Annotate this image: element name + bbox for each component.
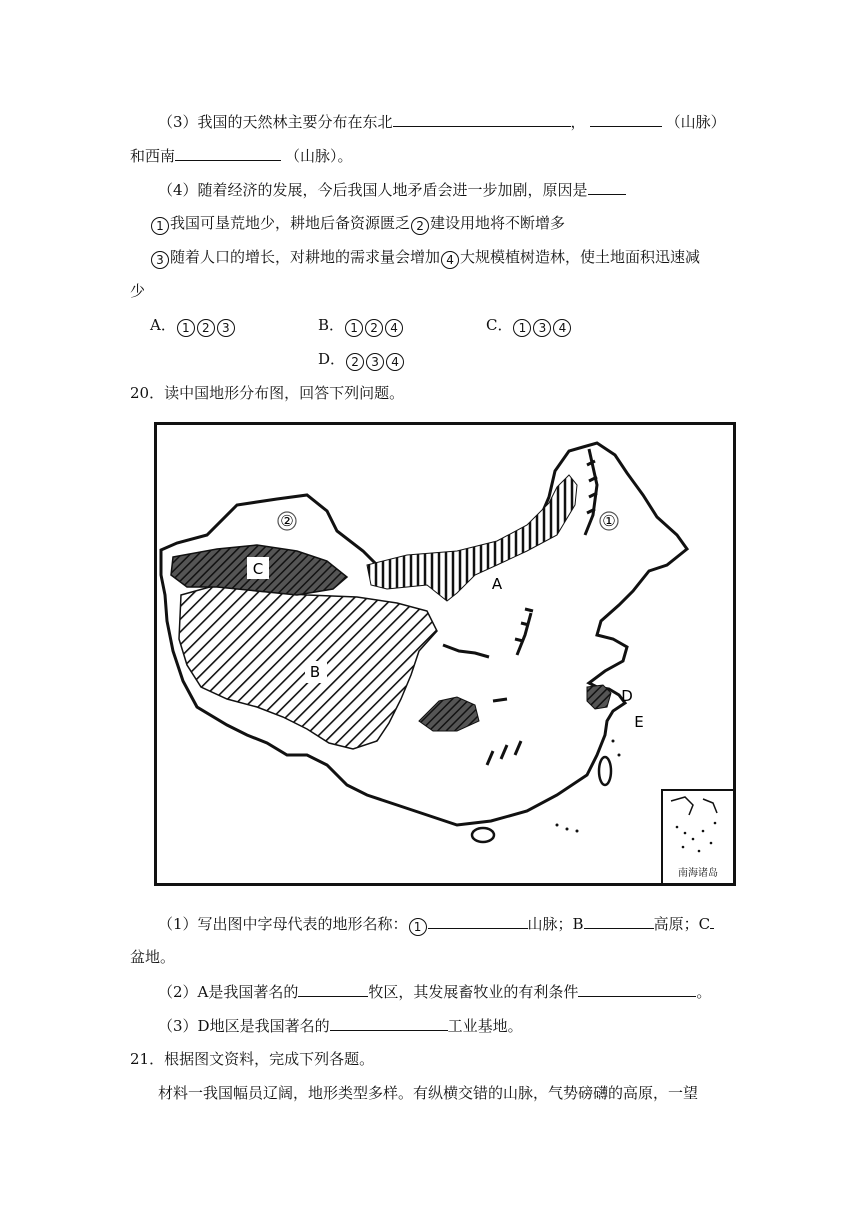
answer-blank[interactable] bbox=[710, 912, 714, 929]
circled-3-icon: 3 bbox=[217, 319, 235, 337]
china-terrain-map bbox=[154, 422, 736, 886]
map-label-1: ① bbox=[602, 512, 616, 530]
q20-title: 20．读中国地形分布图，回答下列问题。 bbox=[130, 384, 405, 402]
q19-p3-text-c: 和西南 bbox=[130, 147, 176, 165]
q19-part3-line1 bbox=[158, 110, 726, 133]
q20-part1-cont: 盆地。 bbox=[130, 948, 176, 966]
choice-d-label: D． bbox=[318, 350, 346, 368]
q20-s2-text-a: （2）A是我国著名的 bbox=[158, 983, 299, 1001]
south-china-sea-inset bbox=[661, 789, 733, 883]
china-map-svg bbox=[157, 425, 733, 883]
statement-1: 我国可垦荒地少，耕地后备资源匮乏 bbox=[170, 214, 411, 232]
answer-blank[interactable] bbox=[588, 178, 626, 195]
answer-blank[interactable] bbox=[590, 110, 662, 127]
circled-1-icon: 1 bbox=[177, 319, 195, 337]
q20-s3-text-a: （3）D地区是我国著名的 bbox=[158, 1017, 330, 1035]
choice-a[interactable] bbox=[150, 314, 236, 337]
circled-2-icon: 2 bbox=[346, 353, 364, 371]
circled-1-icon: 1 bbox=[151, 217, 169, 235]
choice-a-label: A． bbox=[150, 316, 176, 334]
circled-3-icon: 3 bbox=[151, 251, 169, 269]
taiwan-island bbox=[599, 757, 611, 785]
choice-b[interactable] bbox=[318, 314, 404, 337]
map-label-e: E bbox=[634, 713, 644, 731]
q21-title: 21．根据图文资料，完成下列各题。 bbox=[130, 1050, 375, 1068]
q21-material: 材料一我国幅员辽阔，地形类型多样。有纵横交错的山脉，气势磅礴的高原，一望 bbox=[158, 1084, 699, 1102]
statement-2: 建设用地将不断增多 bbox=[430, 214, 566, 232]
circled-2-icon: 2 bbox=[197, 319, 215, 337]
answer-blank[interactable] bbox=[330, 1014, 448, 1031]
map-label-a: A bbox=[491, 575, 503, 593]
q19-statements-line1 bbox=[150, 212, 565, 235]
choice-d[interactable] bbox=[318, 348, 405, 371]
map-label-d: D bbox=[621, 687, 633, 705]
choice-c[interactable] bbox=[486, 314, 572, 337]
circled-1-icon: 1 bbox=[345, 319, 363, 337]
q20-part1 bbox=[158, 912, 714, 936]
circled-3-icon: 3 bbox=[366, 353, 384, 371]
q19-p4-text: （4）随着经济的发展，今后我国人地矛盾会进一步加剧，原因是 bbox=[158, 181, 588, 199]
choice-b-label: B． bbox=[318, 316, 345, 334]
circled-1-icon: 1 bbox=[513, 319, 531, 337]
inset-map-svg bbox=[663, 791, 733, 861]
circled-2-icon: 2 bbox=[411, 217, 429, 235]
comma: ， bbox=[570, 113, 586, 131]
circled-2-icon: 2 bbox=[365, 319, 383, 337]
answer-blank[interactable] bbox=[428, 912, 528, 929]
answer-blank[interactable] bbox=[298, 980, 368, 997]
statement-4-continued: 少 bbox=[130, 282, 146, 300]
answer-blank[interactable] bbox=[578, 980, 696, 997]
q19-statements-line2 bbox=[150, 246, 700, 269]
q19-p3-text-d: （山脉）。 bbox=[285, 147, 353, 165]
circled-4-icon: 4 bbox=[441, 251, 459, 269]
q20-s1-text-b: 山脉；B bbox=[527, 915, 584, 933]
circled-4-icon: 4 bbox=[553, 319, 571, 337]
answer-blank[interactable] bbox=[584, 912, 654, 929]
q19-statements-line3 bbox=[130, 280, 145, 302]
map-label-b: B bbox=[309, 663, 321, 681]
q19-part4-stem bbox=[158, 178, 626, 201]
q20-s2-text-b: 牧区，其发展畜牧业的有利条件 bbox=[368, 983, 579, 1001]
inset-label: 南海诸岛 bbox=[678, 868, 718, 879]
q19-p3-text-b: （山脉） bbox=[665, 113, 726, 131]
answer-blank[interactable] bbox=[393, 110, 571, 127]
q19-part3-line2 bbox=[130, 144, 353, 167]
map-label-2: ② bbox=[280, 512, 294, 530]
circled-3-icon: 3 bbox=[533, 319, 551, 337]
statement-4: 大规模植树造林，使土地面积迅速减 bbox=[460, 248, 701, 266]
q20-s2-text-c: 。 bbox=[696, 983, 712, 1001]
q20-s3-text-b: 工业基地。 bbox=[447, 1017, 523, 1035]
choice-c-label: C． bbox=[486, 316, 513, 334]
map-label-c: C bbox=[252, 560, 264, 578]
hainan-island bbox=[472, 828, 494, 842]
q20-part3 bbox=[158, 1014, 523, 1037]
circled-4-icon: 4 bbox=[385, 319, 403, 337]
statement-3: 随着人口的增长，对耕地的需求量会增加 bbox=[170, 248, 441, 266]
q19-p3-text-a: （3）我国的天然林主要分布在东北 bbox=[158, 113, 393, 131]
q20-part2 bbox=[158, 980, 711, 1003]
q20-s1-text-a: （1）写出图中字母代表的地形名称： bbox=[158, 915, 408, 933]
answer-blank[interactable] bbox=[175, 144, 281, 161]
circled-4-icon: 4 bbox=[386, 353, 404, 371]
q20-s1-text-c: 高原；C bbox=[653, 915, 711, 933]
circled-1-icon: 1 bbox=[409, 918, 427, 936]
